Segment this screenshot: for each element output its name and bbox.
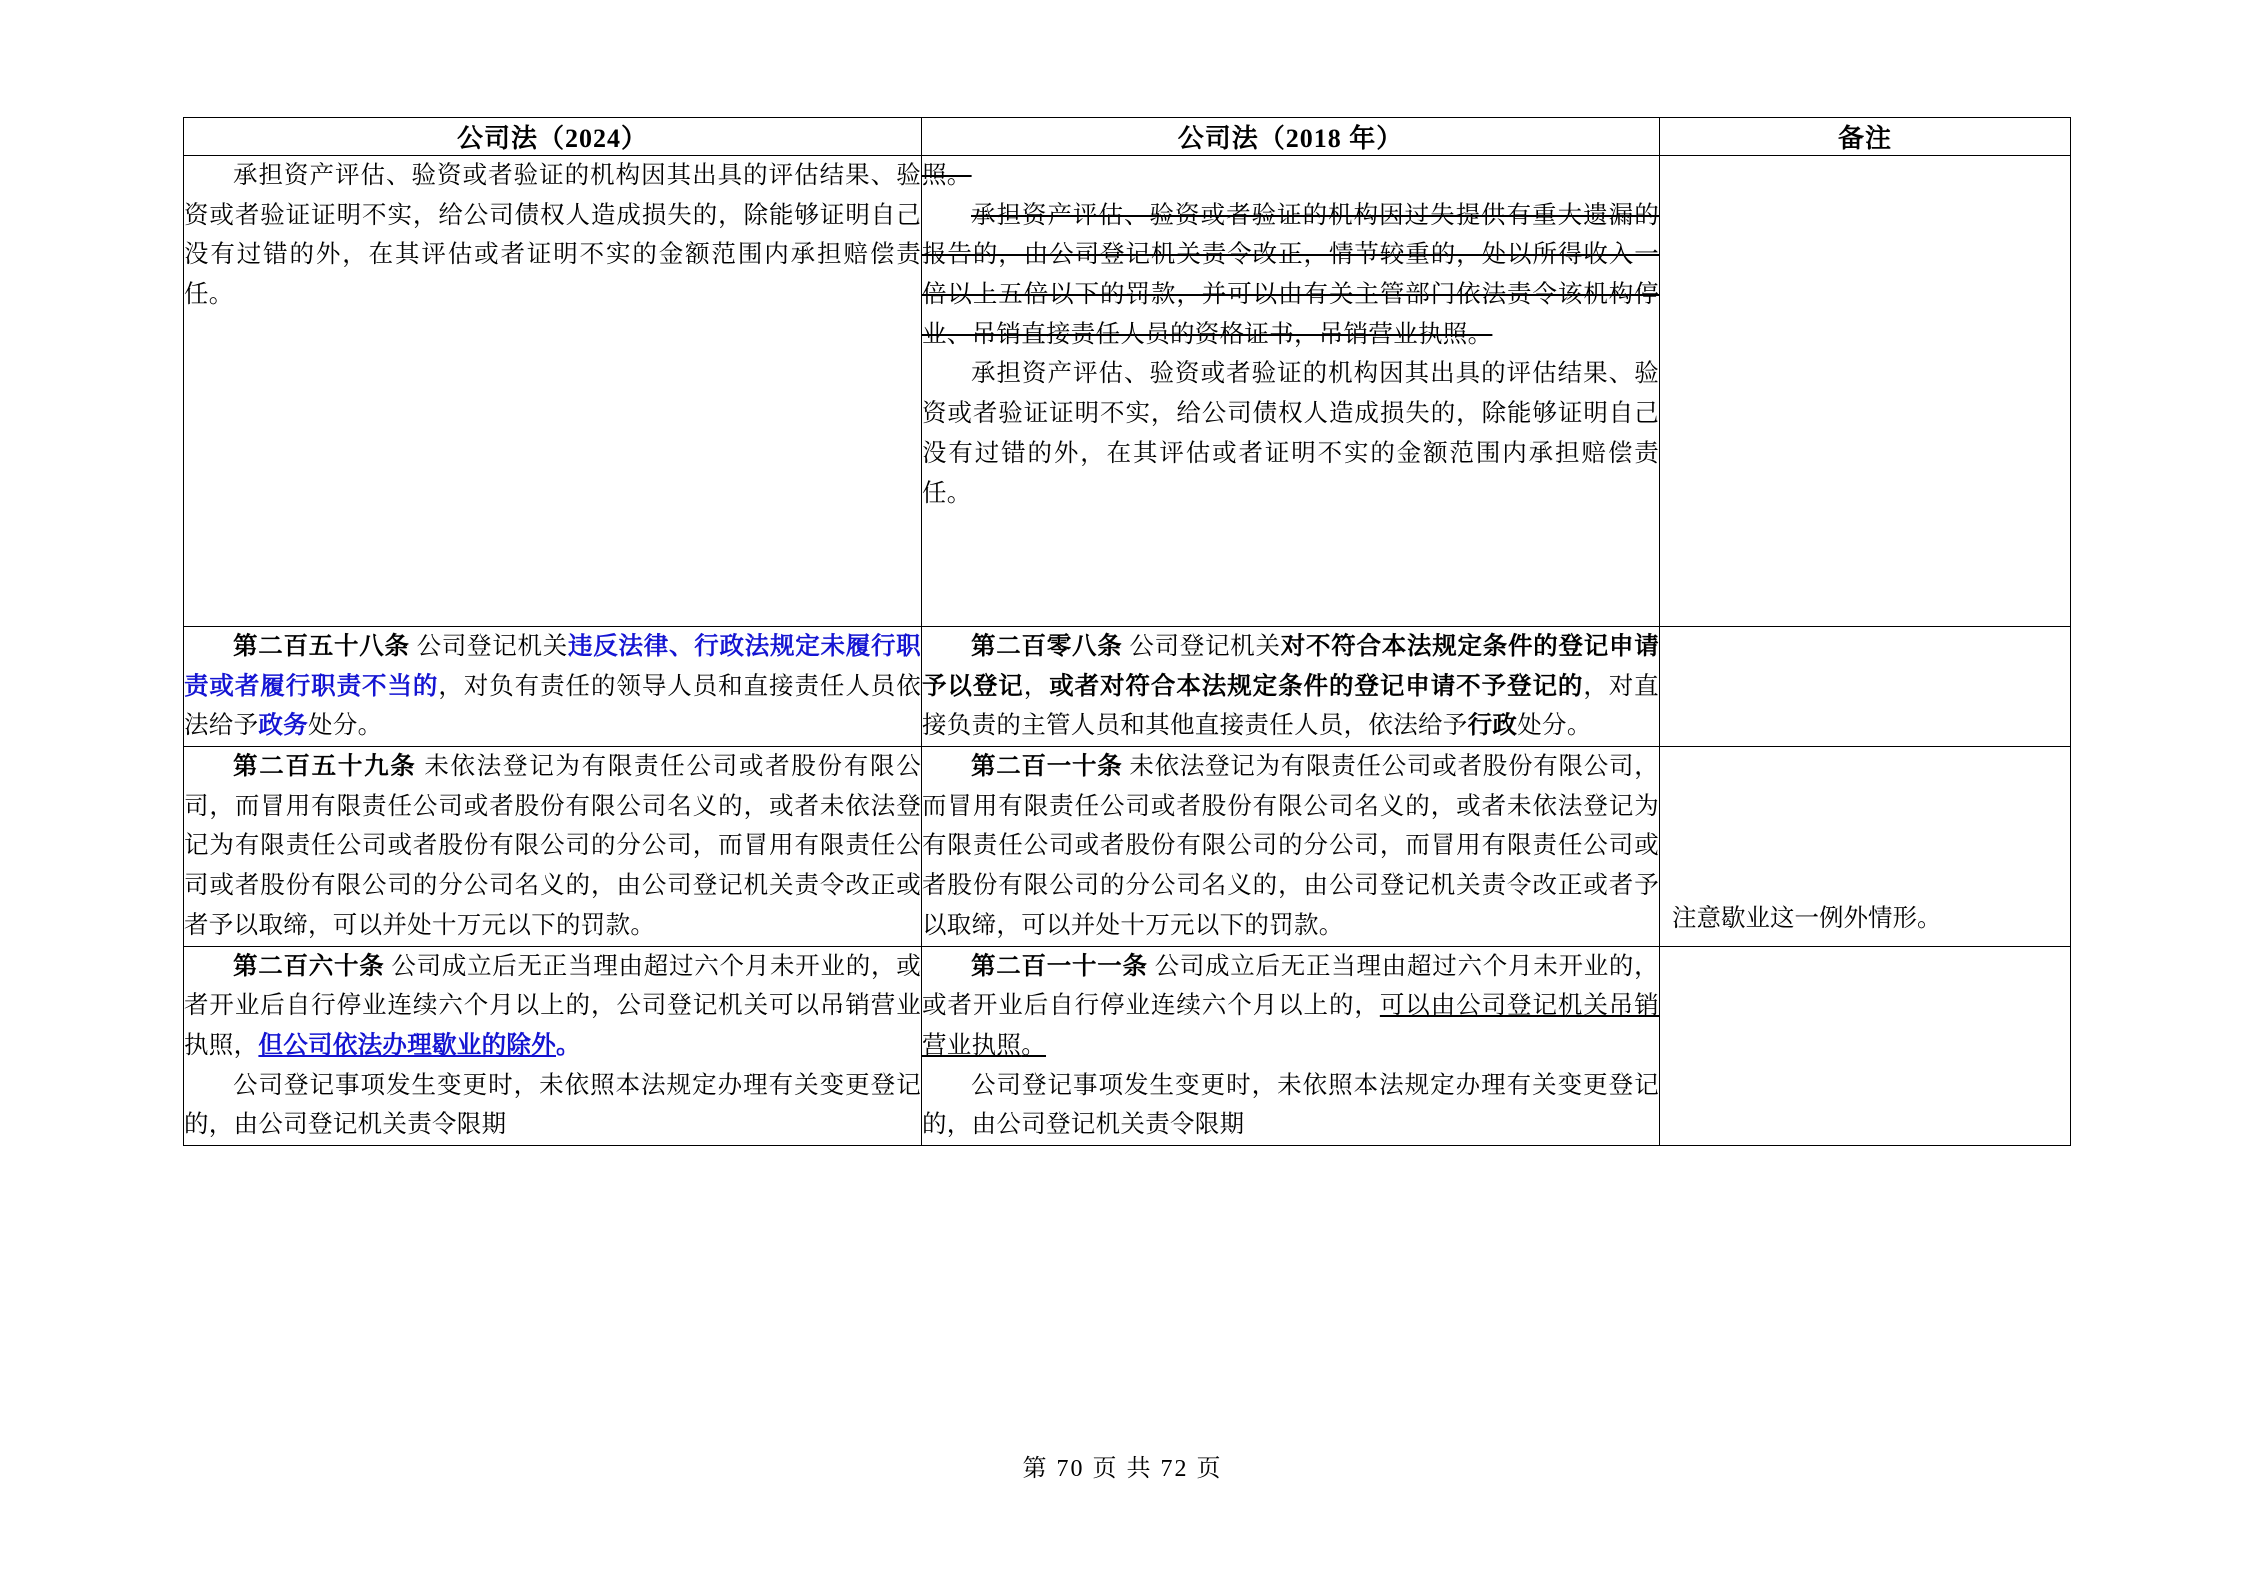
cell-law-2018 [922,946,1660,1145]
text: 公司成立后无正当理由超过六个月未开业的，或者开业后自行停业连续六个月以上的， [922,952,1659,1020]
text: 未依法登记为有限责任公司或者股份有限公司，而冒用有限责任公司或者股份有限公司名义的，或者未依法登记为有限责任公司或者股份有限公司的分公司，而冒用有限责任公司或者股份有限公司的分公司名义的，由公司登记机关责令改正或者予以取缔，可以并处十万元以下的罚款。 [184,753,921,939]
paragraph [922,627,1659,746]
text: 处分。 [308,712,383,740]
table-header-row [184,118,2071,156]
text: 。 [556,1031,581,1059]
page-footer: 第 70 页 共 72 页 [1022,1456,1223,1482]
underlined-text: 可以由公司登记机关吊销营业执照 [922,992,1659,1059]
emphasis-text: 行政 [1467,712,1518,740]
cell-law-2024 [184,627,922,747]
cell-law-2024 [184,747,922,946]
text: 公司成立后无正当理由超过六个月未开业的，或者开业后自行停业连续六个月以上的，公司登记机关可以吊销营业执照， [184,952,921,1059]
highlight-text: 政务 [258,712,309,740]
paragraph: 承担资产评估、验资或者验证的机构因其出具的评估结果、验资或者验证证明不实，给公司债权人造成损失的，除能够证明自己没有过错的外，在其评估或者证明不实的金额范围内承担赔偿责任。 [922,360,1659,507]
paragraph-struck: 承担资产评估、验资或者验证的机构因过失提供有重大遗漏的报告的，由公司登记机关责令改正，情节较重的，处以所得收入一倍以上五倍以下的罚款，并可以由有关主管部门依法责令该机构停业、吊销直接责任人员的资格证书，吊销营业执照。 [922,201,1659,348]
table-row [184,627,2071,747]
emphasis-text: 对不符合本法规定条件的登记申请予以登记 [922,633,1659,700]
text: ，对直接负责的主管人员和其他直接责任人员，依法给予 [922,672,1659,740]
cell-note [1660,627,2071,747]
text: 公司登记机关 [1122,633,1281,660]
article-number: 第二百六十条 [233,952,385,980]
paragraph: 公司登记事项发生变更时，未依照本法规定办理有关变更登记的，由公司登记机关责令限期 [922,1071,1659,1139]
cell-law-2018 [922,627,1660,747]
paragraph [184,627,921,746]
text: 未依法登记为有限责任公司或者股份有限公司，而冒用有限责任公司或者股份有限公司名义的，或者未依法登记为有限责任公司或者股份有限公司的分公司，而冒用有限责任公司或者股份有限公司的分公司名义的，由公司登记机关责令改正或者予以取缔，可以并处十万元以下的罚款。 [922,753,1659,939]
paragraph: 公司登记事项发生变更时，未依照本法规定办理有关变更登记的，由公司登记机关责令限期 [184,1071,921,1139]
cell-law-2018 [922,747,1660,946]
paragraph [184,747,921,945]
highlight-text: 但公司依法办理歇业的除外 [258,1031,557,1059]
paragraph [184,947,921,1066]
paragraph-struck-lead: 照。 [922,162,972,189]
article-number: 第二百一十一条 [971,952,1148,980]
text: 处分。 [1517,712,1592,740]
column-header-law-2018: 公司法（2018 年） [922,118,1660,156]
paragraph [922,947,1659,1066]
comparison-table [183,117,2071,1146]
highlight-text: 违反法律、行政法规定未履行职责或者履行职责不当的 [184,633,921,700]
table-row [184,156,2071,627]
text: 。 [1021,1031,1047,1059]
emphasis-text: 或者对符合本法规定条件的登记申请不予登记的 [1049,672,1584,700]
article-number: 第二百五十九条 [233,753,417,781]
note-text: 注意歇业这一例外情形。 [1672,904,1942,932]
article-number: 第二百零八条 [971,633,1123,660]
paragraph [922,747,1659,945]
article-number: 第二百一十条 [971,753,1123,781]
column-header-notes: 备注 [1660,118,2071,156]
cell-law-2024 [184,156,922,627]
text: ，对负有责任的领导人员和直接责任人员依法给予 [184,672,921,740]
cell-law-2024 [184,946,922,1145]
text: ， [1023,672,1050,700]
cell-law-2018 [922,156,1660,627]
table-row [184,946,2071,1145]
column-header-law-2024: 公司法（2024） [184,118,922,156]
cell-note [1660,156,2071,627]
paragraph: 承担资产评估、验资或者验证的机构因其出具的评估结果、验资或者验证证明不实，给公司债权人造成损失的，除能够证明自己没有过错的外，在其评估或者证明不实的金额范围内承担赔偿责任。 [184,162,921,309]
article-number: 第二百五十八条 [233,633,410,660]
text: 公司登记机关 [409,633,569,660]
cell-note [1660,904,2071,1145]
